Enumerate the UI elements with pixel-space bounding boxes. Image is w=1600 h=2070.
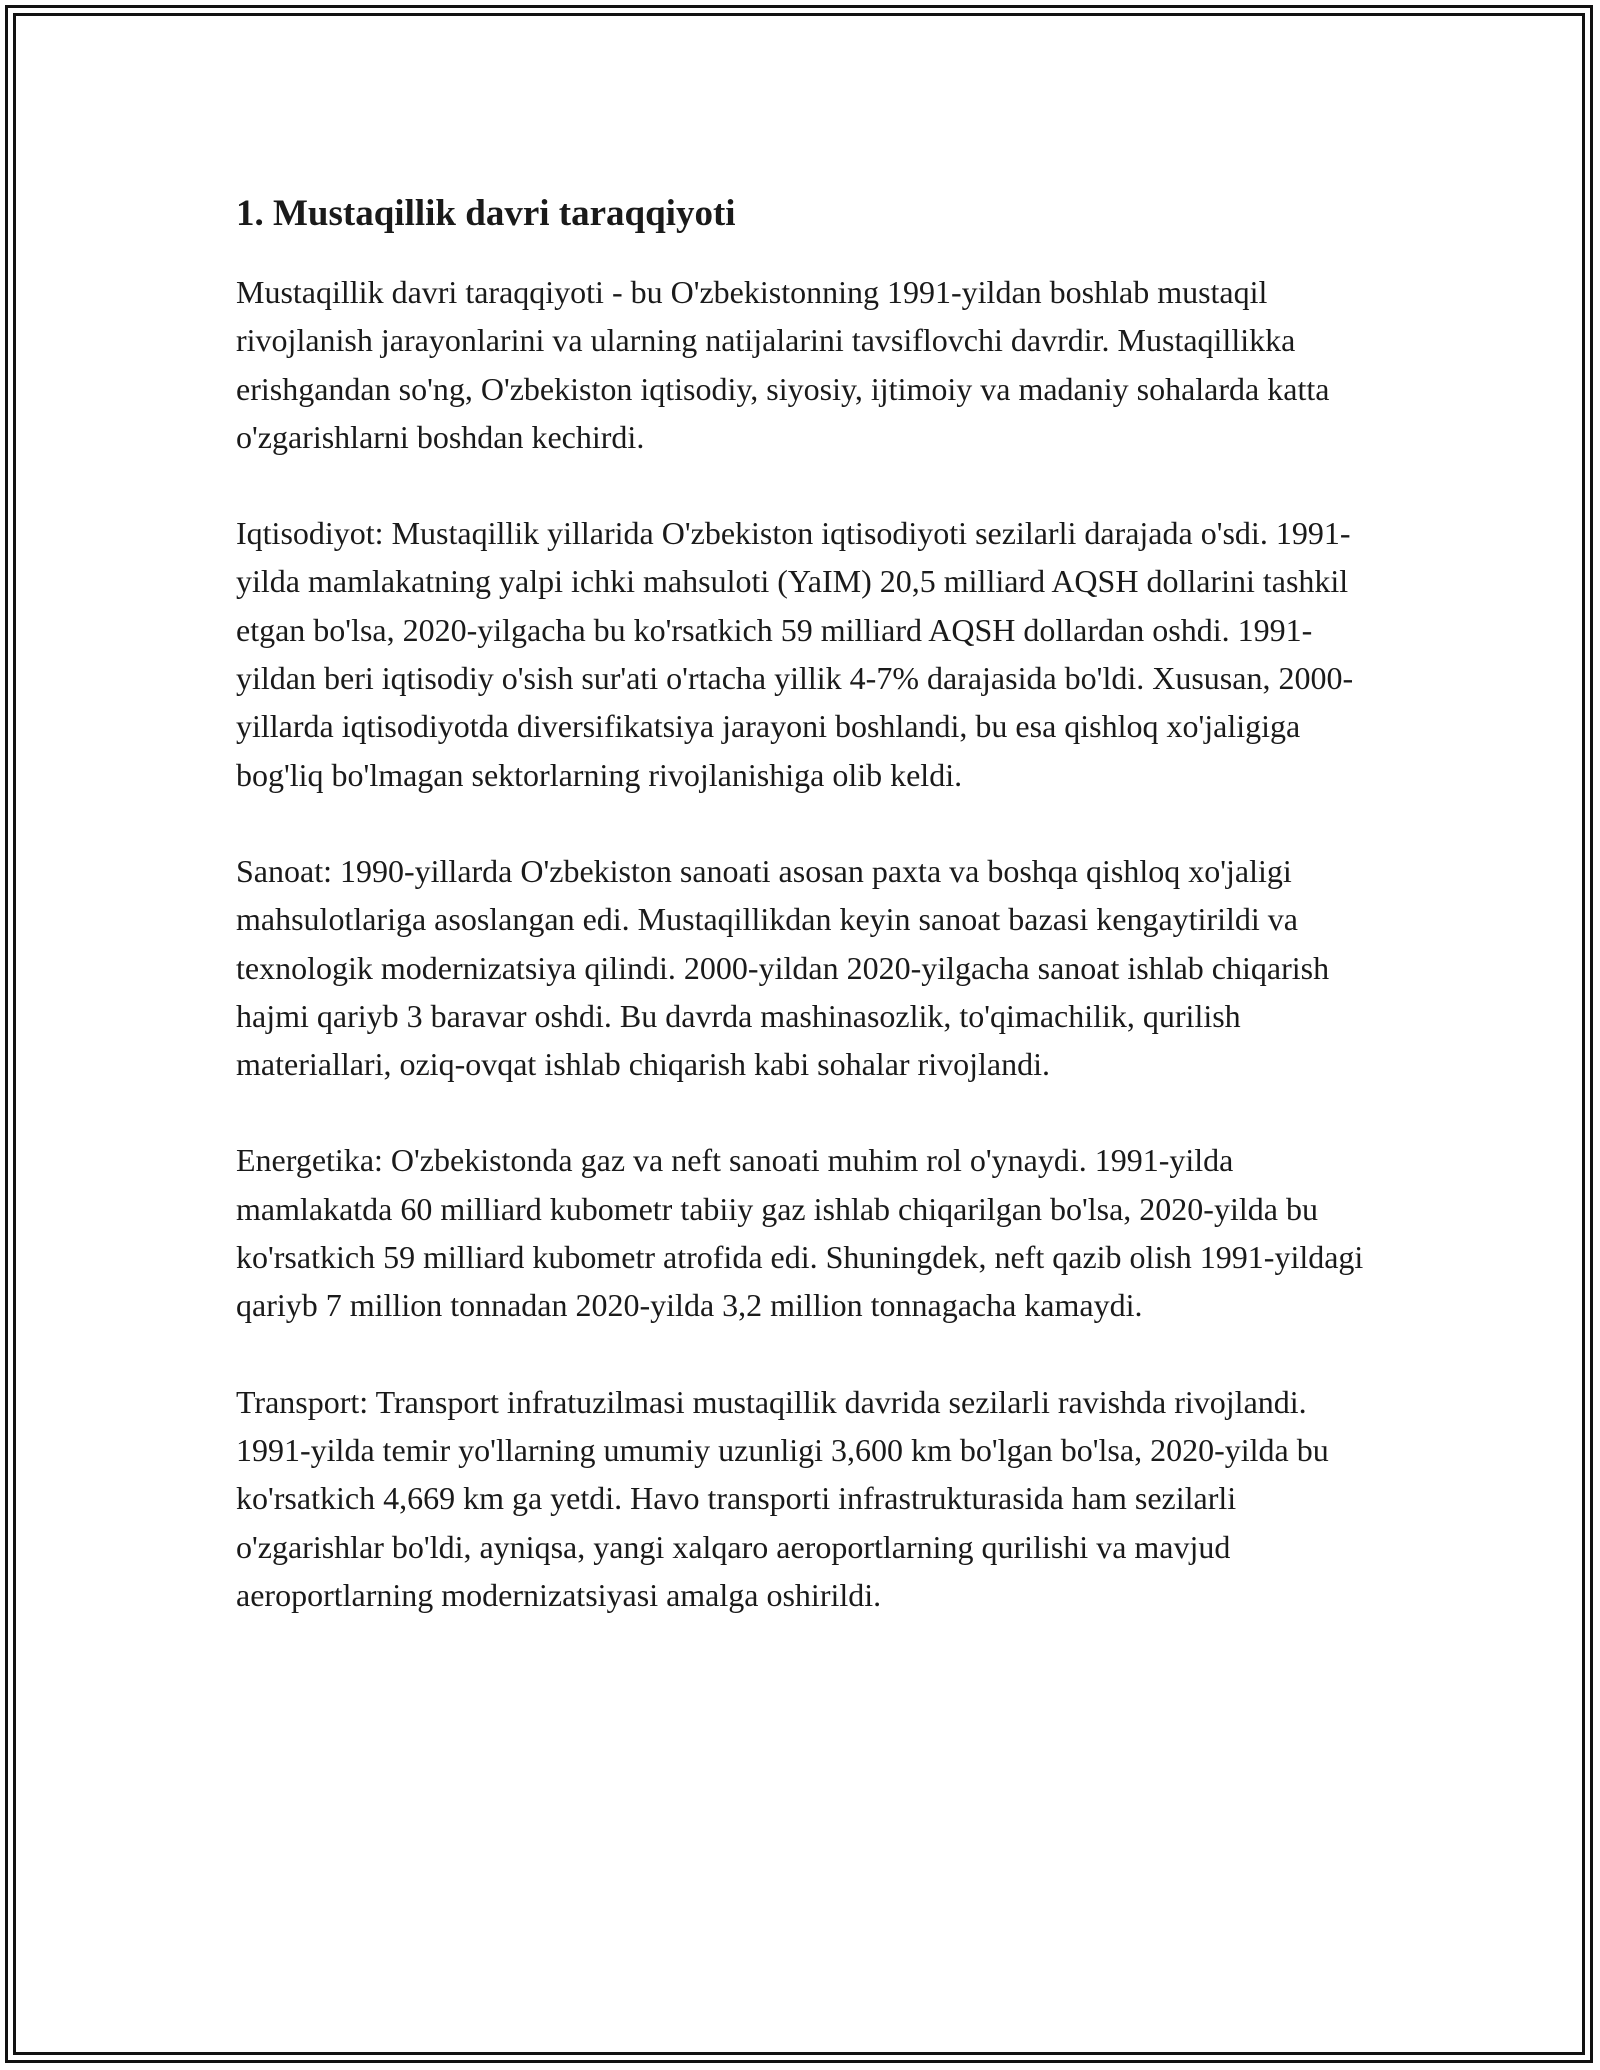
paragraph-energy: Energetika: O'zbekistonda gaz va neft sanoati muhim rol o'ynaydi. 1991-yilda mamlakatda 60 milliard kubometr tabiiy gaz ishlab chiqarilgan bo'lsa, 2020-yilda bu ko'rsatkich 59 milliard kubometr atrofida edi. Shuningdek, neft qazib olish 1991-yildagi qariyb 7 million tonnadan 2020-yilda 3,2 million tonnagacha kamaydi. [236,1142,1364,1324]
document-body [236,186,1376,1667]
paragraph-economy: Iqtisodiyot: Mustaqillik yillarida O'zbekiston iqtisodiyoti sezilarli darajada o'sdi. 1991-yilda mamlakatning yalpi ichki mahsuloti (YaIM) 20,5 milliard AQSH dollarini tashkil etgan bo'lsa, 2020-yilgacha bu ko'rsatkich 59 milliard AQSH dollardan oshdi. 1991-yildan beri iqtisodiy o'sish sur'ati o'rtacha yillik 4-7% darajasida bo'ldi. Xususan, 2000-yillarda iqtisodiyotda diversifikatsiya jarayoni boshlandi, bu esa qishloq xo'jaligiga bog'liq bo'lmagan sektorlarning rivojlanishiga olib keldi. [236,515,1354,793]
paragraph-intro: Mustaqillik davri taraqqiyoti - bu O'zbekistonning 1991-yildan boshlab mustaqil rivojlanish jarayonlarini va ularning natijalarini tavsiflovchi davrdir. Mustaqillikka erishgandan so'ng, O'zbekiston iqtisodiy, siyosiy, ijtimoiy va madaniy sohalarda katta o'zgarishlarni boshdan kechirdi. [236,274,1330,455]
paragraph-transport: Transport: Transport infratuzilmasi mustaqillik davrida sezilarli ravishda rivojlandi. 1991-yilda temir yo'llarning umumiy uzunligi 3,600 km bo'lgan bo'lsa, 2020-yilda bu ko'rsatkich 4,669 km ga yetdi. Havo transporti infrastrukturasida ham sezilarli o'zgarishlar bo'ldi, ayniqsa, yangi xalqaro aeroportlarning qurilishi va mavjud aeroportlarning modernizatsiyasi amalga oshirildi. [236,1383,1329,1613]
paragraph-industry: Sanoat: 1990-yillarda O'zbekiston sanoati asosan paxta va boshqa qishloq xo'jaligi mahsulotlariga asoslangan edi. Mustaqillikdan keyin sanoat bazasi kengaytirildi va texnologik modernizatsiya qilindi. 2000-yildan 2020-yilgacha sanoat ishlab chiqarish hajmi qariyb 3 baravar oshdi. Bu davrda mashinasozlik, to'qimachilik, qurilish materiallari, oziq-ovqat ishlab chiqarish kabi sohalar rivojlandi. [236,852,1330,1083]
section-heading: 1. Mustaqillik davri taraqqiyoti [236,193,736,234]
